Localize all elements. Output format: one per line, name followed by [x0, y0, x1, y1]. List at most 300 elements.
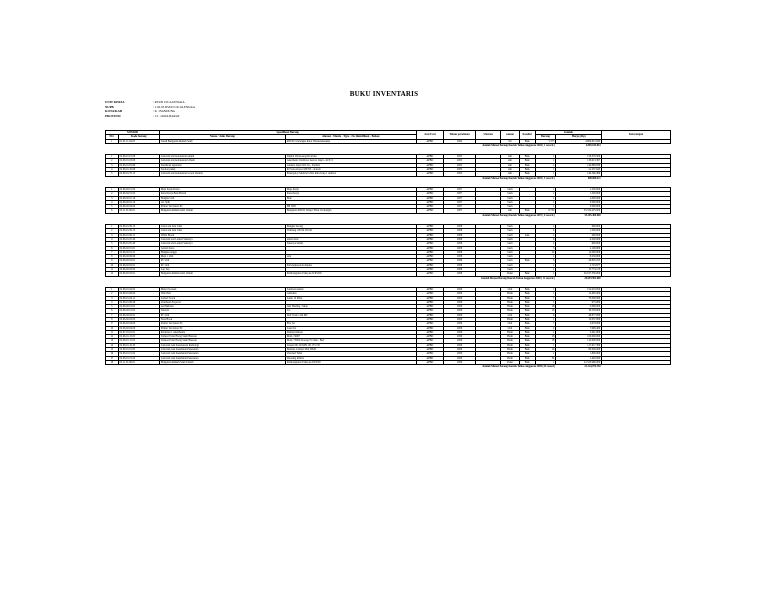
table-cell: Tempat Tidur Hwng Sakit Biasaan	[159, 335, 285, 339]
table-cell: 02.06.02.02.01	[118, 259, 159, 263]
table-cell: Pembangunan Tahap ke II RSUD	[285, 272, 416, 276]
table-cell: 01.01.11.04.05	[118, 139, 159, 143]
table-cell: 2009	[444, 343, 476, 347]
table-cell: 1	[535, 255, 556, 259]
table-cell: Lain-lain Alat Kedokteran Radiologi	[159, 343, 285, 347]
table-cell: 1	[106, 139, 119, 143]
table-cell: 2008	[444, 246, 476, 250]
table-cell: 6	[535, 237, 556, 241]
table-cell: Meja Kerja Rotan	[159, 187, 285, 191]
table-cell: APBD	[416, 287, 444, 291]
table-cell: APBD	[416, 242, 444, 246]
table-cell: 4.978.000	[556, 322, 602, 326]
document-title: BUKU INVENTARIS	[349, 90, 419, 98]
table-cell: 02.06.02.02.01	[118, 313, 159, 317]
table-cell: Lain-Lain Alat Ukur	[159, 229, 285, 233]
table-cell: Sterilisasi apparatus	[159, 163, 285, 167]
table-cell: Ello Jet	[285, 322, 416, 326]
table-cell: 18	[535, 335, 556, 339]
table-cell: 2008	[444, 255, 476, 259]
table-cell: 02.06.02.04.00	[118, 326, 159, 330]
table-cell: 1	[535, 292, 556, 296]
header-harga: Harga (Rp)	[556, 135, 602, 139]
table-cell: APBD	[416, 205, 444, 209]
block-summary-label: Jumlah Mutasi Barang Daerah Tahun Anggaran 2007 ( 6 record )	[482, 213, 555, 217]
table-cell: MAL-75004 Dorong/3 Crank - Bed	[285, 339, 416, 343]
table-cell: 9	[106, 322, 119, 326]
table-cell: Baik	[519, 356, 535, 360]
table-cell: APBD	[416, 246, 444, 250]
table-cell: 02.06.01.06.04	[118, 292, 159, 296]
table-cell: 2009	[444, 313, 476, 317]
table-cell: Buah	[501, 356, 519, 360]
block-gap-cell	[106, 217, 671, 225]
block-summary-label: Jumlah Mutasi Barang Daerah Tahun Anggaran 2009 (18 record)	[482, 365, 555, 369]
table-cell: APBD	[416, 187, 444, 191]
table-cell: unit	[501, 172, 519, 176]
table-cell: 2009	[444, 352, 476, 356]
table-cell: Laker 12 Pintu	[285, 296, 416, 300]
table-cell: 3.060.000	[556, 305, 602, 309]
table-cell: APBD	[416, 356, 444, 360]
table-cell: 140.868.830	[556, 163, 602, 167]
table-cell: Bangku Unit	[159, 196, 285, 200]
table-cell: 2007	[444, 200, 476, 204]
table-cell: buah	[501, 263, 519, 267]
table-cell: 2007	[444, 187, 476, 191]
table-cell: APBD	[416, 168, 444, 172]
table-cell: 20.187.336.000	[556, 272, 602, 276]
table-cell: 1	[535, 200, 556, 204]
table-cell: 2007	[444, 205, 476, 209]
table-cell: 9	[106, 259, 119, 263]
table-cell: 02.06.01.15.05	[118, 335, 159, 339]
table-cell: 03.11.01.06.01	[118, 209, 159, 213]
table-cell: Overhead Projector	[159, 300, 285, 304]
table-cell: 02.06.01.01.65	[118, 348, 159, 352]
table-cell: HP 1005	[285, 205, 416, 209]
table-cell: Baik	[519, 209, 535, 213]
table-cell: 2	[535, 326, 556, 330]
table-cell: 17	[106, 356, 119, 360]
table-cell: 1	[535, 300, 556, 304]
meta-row	[105, 114, 195, 119]
table-cell: unit	[501, 159, 519, 163]
table-cell: 02.06.02.01.04	[118, 187, 159, 191]
table-cell: 4	[535, 229, 556, 233]
table-cell: Wind Kat	[159, 292, 285, 296]
table-cell: 5	[106, 172, 119, 176]
table-cell: 18	[535, 309, 556, 313]
table-cell: unit	[501, 163, 519, 167]
table-cell: 18	[535, 339, 556, 343]
table-cell: 152.018.950	[556, 287, 602, 291]
table-cell: 2	[106, 192, 119, 196]
table-cell: 2005	[444, 155, 476, 159]
table-cell: unit	[501, 209, 519, 213]
header-nama: Nama / Jenis Barang	[159, 135, 285, 139]
table-cell: Buah	[501, 335, 519, 339]
table-cell: Baik	[519, 292, 535, 296]
table-cell: Bangunan RSUD Tahap I Blok Cicalengka	[285, 209, 416, 213]
table-cell: Buah	[501, 339, 519, 343]
table-cell: buah	[501, 187, 519, 191]
block-gap-cell	[106, 147, 671, 155]
table-cell: 02.06.02.02.02	[118, 268, 159, 272]
table-cell: Buah	[501, 296, 519, 300]
block-summary-label: Jumlah Mutasi Barang Daerah Tahun Anggaran 2005 ( 5 record )	[482, 176, 555, 180]
table-cell: 15	[106, 348, 119, 352]
table-cell: APBD	[416, 360, 444, 364]
table-cell: 138.613.397	[556, 159, 602, 163]
table-cell: APBD	[416, 309, 444, 313]
table-cell: 2009	[444, 305, 476, 309]
table-cell: Baik	[519, 139, 535, 143]
table-cell: 12	[106, 335, 119, 339]
table-cell: 5	[106, 242, 119, 246]
table-cell: Baik	[519, 326, 535, 330]
table-cell: Digital Ultrasonografi Aloka	[285, 155, 416, 159]
table-cell: White Board	[159, 233, 285, 237]
table-cell: Baik	[519, 348, 535, 352]
table-cell: 975.000	[556, 300, 602, 304]
table-cell: 2009	[444, 335, 476, 339]
table-cell: 3.441.000	[556, 330, 602, 334]
table-cell: 1	[535, 187, 556, 191]
table-cell: APBD	[416, 330, 444, 334]
table-cell: APBD	[416, 272, 444, 276]
table-cell: 2009	[444, 300, 476, 304]
table-cell: Baik	[519, 287, 535, 291]
table-cell: Bangunan Rumah sakit Umum	[159, 209, 285, 213]
table-cell: P2 Sono-Korea MS700 - aloksla	[285, 168, 416, 172]
table-cell: 22.323.996.000	[556, 360, 602, 364]
table-cell: 2	[106, 159, 119, 163]
meta-key: KOTA/KAB	[105, 109, 122, 114]
table-cell: APBD	[416, 209, 444, 213]
table-cell: Baik	[519, 259, 535, 263]
table-cell: Bangunan Rumah sakit Umum	[159, 272, 285, 276]
table-cell: 1.500.000	[556, 187, 602, 191]
table-cell: Lain-lain alat kedokteran umum	[159, 155, 285, 159]
block-summary-row	[106, 365, 671, 369]
table-cell: APBD	[416, 326, 444, 330]
table-cell: 02.06.01.05.40	[118, 242, 159, 246]
table-cell: 1	[535, 268, 556, 272]
table-cell: 02.06.01.09.28	[118, 300, 159, 304]
table-cell: Kursi Kerja Besi/Plastik	[159, 192, 285, 196]
table-cell: 2005	[444, 159, 476, 163]
table-cell: 02.06.01.01.02	[118, 352, 159, 356]
table-cell: Unit	[501, 313, 519, 317]
table-cell: 02.06.01.03.08	[118, 159, 159, 163]
table-cell: 8	[106, 255, 119, 259]
table-cell: Lain-Lain Alat Ukur	[159, 225, 285, 229]
table-cell: APBD	[416, 163, 444, 167]
table-cell: 2008	[444, 263, 476, 267]
header-asal: Asal Usul	[416, 131, 444, 140]
table-cell: Perlengkapan Komputer	[285, 263, 416, 267]
table-cell: Unit	[501, 287, 519, 291]
table-cell: buah	[501, 225, 519, 229]
table-cell: Aloksla Japan S0J 2A - Sterilux	[285, 163, 416, 167]
table-cell: 2.000.000	[556, 196, 602, 200]
block-gap-cell	[106, 280, 671, 288]
table-cell: buah	[501, 237, 519, 241]
table-cell: 02.06.01.10.06	[118, 168, 159, 172]
table-cell: Meja 1 Unit	[159, 255, 285, 259]
table-cell: 1	[535, 272, 556, 276]
table-cell: 1	[535, 287, 556, 291]
table-cell: 02.06.01.09.13	[118, 229, 159, 233]
table-cell: 1.500.000	[556, 192, 602, 196]
table-cell: 22	[535, 250, 556, 254]
table-cell: Buah	[501, 343, 519, 347]
table-cell: APBD	[416, 237, 444, 241]
table-cell: 1.800.000	[556, 352, 602, 356]
block-summary-total: 4.809.815.843	[585, 143, 601, 147]
table-cell: 02.06.01.04.11	[118, 296, 159, 300]
table-cell: Suction pump	[159, 168, 285, 172]
table-cell: APBD	[416, 255, 444, 259]
table-cell: Note Book	[159, 317, 285, 321]
table-cell: 3	[106, 196, 119, 200]
table-cell: 600.000	[556, 225, 602, 229]
table-cell: buah	[501, 250, 519, 254]
table-cell: 5.375	[535, 139, 556, 143]
table-cell: 18	[535, 305, 556, 309]
table-cell: 1	[535, 233, 556, 237]
table-cell: MAL-74007	[285, 335, 416, 339]
table-cell: 1	[535, 155, 556, 159]
table-cell: APBD	[416, 233, 444, 237]
table-cell: Buah	[501, 352, 519, 356]
table-cell: 2009	[444, 287, 476, 291]
table-cell: APBD	[416, 196, 444, 200]
table-cell: PC Unit	[159, 313, 285, 317]
table-cell: 3	[106, 296, 119, 300]
table-cell: 600.000	[556, 242, 602, 246]
table-cell: APBD	[416, 229, 444, 233]
header-ukuran: Ukuran	[476, 131, 501, 140]
table-cell: Paket	[501, 272, 519, 276]
header-nomor: NOMOR	[106, 131, 160, 135]
table-cell: buah	[501, 233, 519, 237]
table-cell: 2009	[444, 339, 476, 343]
table-cell: 3	[106, 233, 119, 237]
block-summary-total: 35.365.400.000	[584, 213, 601, 217]
table-cell: 2009	[444, 360, 476, 364]
table-cell: 6	[106, 309, 119, 313]
table-cell: 02.06.02.06.09	[118, 255, 159, 259]
table-cell: APBD	[416, 192, 444, 196]
table-cell: APBD	[416, 296, 444, 300]
table-cell: Pembangunan Tahap ke III RSD	[285, 360, 416, 364]
table-cell: 2	[535, 242, 556, 246]
table-cell: Baik	[519, 335, 535, 339]
table-cell: 2007	[444, 196, 476, 200]
table-cell: 2009	[444, 326, 476, 330]
table-cell: 21.237.643	[556, 168, 602, 172]
table-cell: APBD	[416, 343, 444, 347]
table-cell: APBD	[416, 259, 444, 263]
table-cell: 7	[106, 250, 119, 254]
table-cell: 7	[535, 296, 556, 300]
table-cell: Sandaran kamar	[285, 287, 416, 291]
table-cell: 13.057.000	[556, 317, 602, 321]
header-satuan: satuan	[501, 131, 519, 140]
table-cell: Bangunan Rumah Sakit Umum	[159, 360, 285, 364]
table-cell: Linsen 001 Di KHL 06 1751 95	[285, 343, 416, 347]
table-cell: 70.000.000	[556, 296, 602, 300]
table-cell: 02.06.02.01.03	[118, 309, 159, 313]
table-cell: 1	[535, 205, 556, 209]
table-cell: Baik	[519, 309, 535, 313]
table-cell: 2009	[444, 348, 476, 352]
table-cell: 02.06.02.01.16	[118, 196, 159, 200]
table-cell: 5	[106, 205, 119, 209]
table-cell: 12	[106, 272, 119, 276]
table-cell: 2009	[444, 356, 476, 360]
table-cell: 02.06.01.10.33	[118, 343, 159, 347]
table-cell: Emergency Medical Units Indo/Grup 1 unitbox	[285, 172, 416, 176]
table-cell: Dell Vostro 220 MT	[285, 313, 416, 317]
table-cell: Buah	[501, 300, 519, 304]
table-cell: APBD	[416, 263, 444, 267]
table-cell: 16	[106, 352, 119, 356]
table-cell: Baik	[519, 159, 535, 163]
table-cell: PC Unit	[159, 259, 285, 263]
table-cell: Printer Tevoluion PC	[159, 322, 285, 326]
table-cell: 2005	[444, 168, 476, 172]
table-cell: 02.06.02.01.01	[118, 246, 159, 250]
table-cell: Unit	[501, 326, 519, 330]
table-cell: 8.750	[535, 209, 556, 213]
table-cell: 4	[106, 168, 119, 172]
block-gap	[106, 280, 671, 288]
table-cell: 02.06.01.15.05	[118, 339, 159, 343]
table-cell: 02.06.02.02.10	[118, 200, 159, 204]
table-cell: Mebel Sorasan	[159, 287, 285, 291]
table-cell: 1	[535, 352, 556, 356]
table-cell: Lemari Kaca	[159, 246, 285, 250]
table-cell: Lain-lain alat kedokteran Umum	[159, 159, 285, 163]
table-cell: RSUD Cicalengka RAA Wiranatakusuma	[285, 139, 416, 143]
table-cell: Lain-lain alat kedokteran Gawat Darurat	[159, 172, 285, 176]
table-cell: Dentasi Infusia	[285, 330, 416, 334]
table-cell: 03.11.01.06.01	[118, 360, 159, 364]
table-cell: buah	[501, 229, 519, 233]
table-cell: 2008	[444, 229, 476, 233]
table-cell: Bangku tunggu	[159, 250, 285, 254]
table-cell: 02.06.02.02.01	[118, 272, 159, 276]
table-cell: Baik	[519, 163, 535, 167]
table-cell: Ambulan	[285, 292, 416, 296]
table-cell: APBD	[416, 313, 444, 317]
table-cell: Baik	[519, 360, 535, 364]
table-cell: Baik	[519, 300, 535, 304]
table-cell: 26.805.165	[556, 259, 602, 263]
header-jumlah: Jumlah	[535, 131, 601, 135]
table-cell: 1	[535, 172, 556, 176]
table-cell: 80.000.000	[556, 348, 602, 352]
table-cell: 3.000.000	[556, 205, 602, 209]
header-keterangan: Keterangan	[602, 131, 671, 140]
header-barang: Barang	[535, 135, 556, 139]
table-cell: unit	[501, 155, 519, 159]
table-cell: 3	[106, 163, 119, 167]
table-cell: APBD	[416, 200, 444, 204]
table-cell: 1	[106, 225, 119, 229]
table-cell: Sekretya lemari	[285, 242, 416, 246]
table-cell: 2009	[444, 309, 476, 313]
block-summary-blank	[602, 365, 671, 369]
table-cell: Tanah Bangunan Rumah Sakit	[159, 139, 285, 143]
table-cell: Lemari Sorok	[159, 296, 285, 300]
meta-key: PROVINSI	[105, 113, 121, 118]
block-summary-label: Jumlah Mutasi Barang Daerah Tahun Anggaran 2008 ( 12 record )	[480, 276, 555, 280]
table-cell: 12.000.000	[556, 250, 602, 254]
table-cell: APBD	[416, 155, 444, 159]
table-cell: Buah	[501, 317, 519, 321]
table-cell: 20	[535, 348, 556, 352]
table-cell: lemari besi	[285, 237, 416, 241]
table-cell: 1	[535, 263, 556, 267]
table-cell: Bedside Cabinet Mrk TH2D	[285, 348, 416, 352]
table-cell: 6.200.000	[556, 237, 602, 241]
table-cell: Baik	[519, 168, 535, 172]
table-cell: 1	[535, 317, 556, 321]
table-cell: Overbed Tabel	[285, 352, 416, 356]
table-cell: 2.723.977	[556, 263, 602, 267]
table-cell: 1	[535, 168, 556, 172]
table-cell: Printer Tevoluion PC	[159, 326, 285, 330]
table-cell: buah	[501, 196, 519, 200]
table-cell: 2	[106, 292, 119, 296]
table-cell: 02.06.02.04.04	[118, 205, 159, 209]
table-cell: buah	[501, 192, 519, 196]
table-cell: 8	[106, 317, 119, 321]
table-cell: Baik	[519, 352, 535, 356]
table-cell: Lain-lain Alat Kesehatan Penesanan	[159, 348, 285, 352]
block-gap	[106, 217, 671, 225]
table-cell: 2009	[444, 292, 476, 296]
table-cell: 2008	[444, 268, 476, 272]
table-cell: Bale	[285, 196, 416, 200]
table-cell: 2	[106, 229, 119, 233]
table-cell: unit	[501, 168, 519, 172]
header-spesifikasi: Spesifikasi Barang	[159, 131, 416, 135]
table-cell: 02.06.01.05.40	[118, 237, 159, 241]
table-cell: APBD	[416, 339, 444, 343]
block-summary-total: 20.693.902.000	[584, 276, 601, 280]
meta-value: : 1.02.03 RSUD CICALENGKA	[153, 104, 196, 109]
block-summary-label: Jumlah Mutasi Barang Daerah Tahun Anggaran 2004 ( 1 record )	[482, 143, 555, 147]
table-cell: 2008	[444, 237, 476, 241]
table-cell: Lain-lain Alat Kesehatan Penesanan	[159, 352, 285, 356]
block-gap-cell	[106, 180, 671, 188]
table-cell: 2008	[444, 272, 476, 276]
table-cell: 2009	[444, 330, 476, 334]
table-cell: 1	[106, 287, 119, 291]
table-cell: 10	[106, 326, 119, 330]
table-cell: 3	[535, 246, 556, 250]
table-cell: AC Split	[159, 200, 285, 204]
table-cell: APBD	[416, 292, 444, 296]
table-cell: 7	[106, 313, 119, 317]
table-cell: 2008	[444, 233, 476, 237]
header-merk: Alamat - Merek - Type - No Identifikasi - Bahan	[285, 135, 416, 139]
